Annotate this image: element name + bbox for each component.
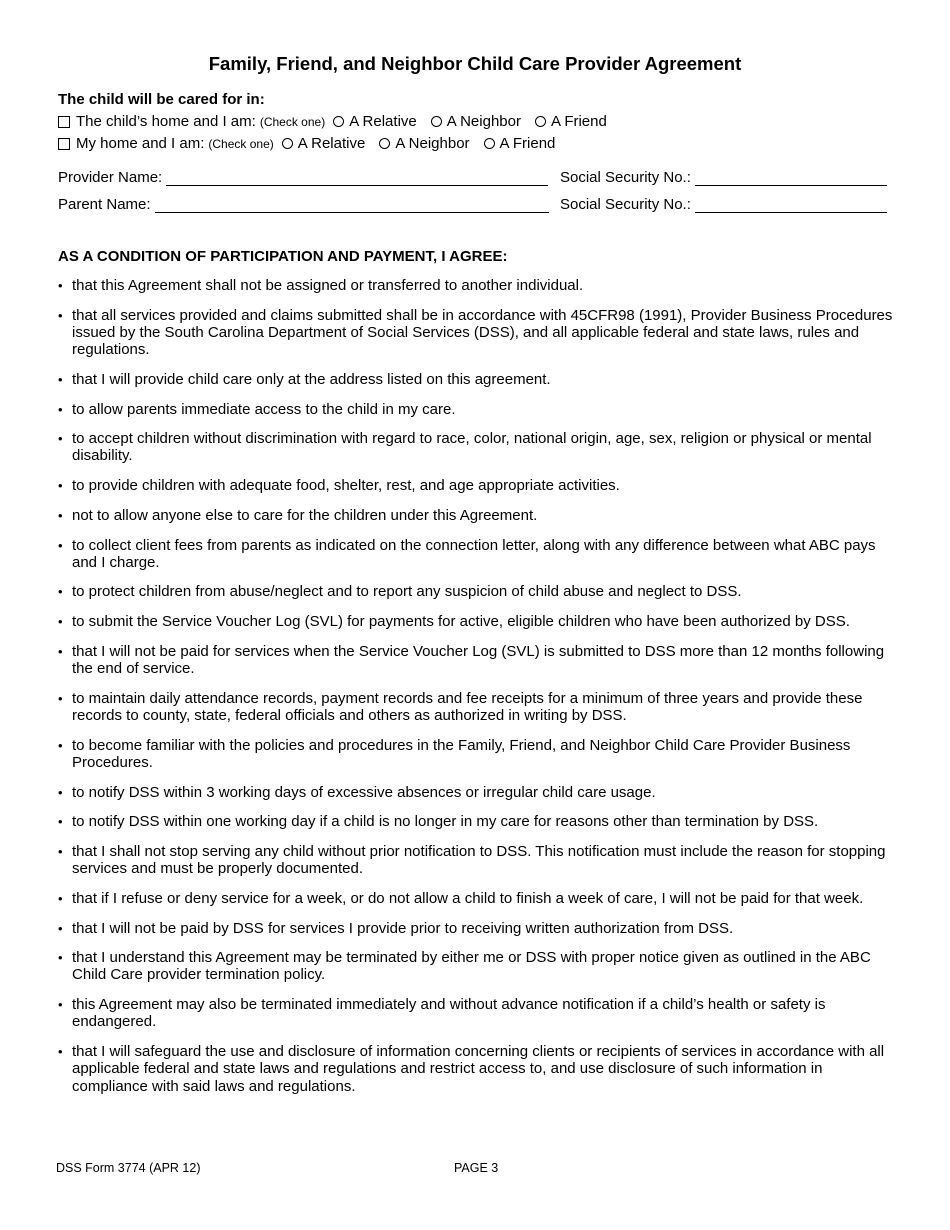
check-one-note: (Check one) [208, 136, 274, 151]
bullet-icon: • [58, 784, 63, 800]
agreement-text: to submit the Service Voucher Log (SVL) for payments for active, eligible children who have been authorized by DSS. [72, 613, 850, 631]
bullet-icon: • [58, 814, 63, 830]
agreement-text: this Agreement may also be terminated immediately and without advance notification if a child’s health or safety is endangered. [72, 996, 826, 1031]
agreement-item [58, 843, 896, 877]
page-title: Family, Friend, and Neighbor Child Care Provider Agreement [208, 53, 742, 74]
agreement-text: that I will not be paid by DSS for services I provide prior to receiving written authorization from DSS. [72, 919, 734, 937]
radio-circle-icon [333, 116, 344, 127]
bullet-icon: • [58, 371, 63, 387]
page-number: PAGE 3 [454, 1161, 499, 1175]
agreement-heading: AS A CONDITION OF PARTICIPATION AND PAYMENT, I AGREE: [58, 248, 508, 265]
agreement-item [58, 401, 896, 418]
parent-name-field [58, 196, 549, 213]
radio-label: A Relative [349, 113, 417, 130]
agreement-text: to notify DSS within one working day if a child is no longer in my care for reasons other than termination by DSS. [72, 813, 819, 831]
bullet-icon: • [58, 690, 63, 706]
agreement-item [58, 813, 896, 830]
bullet-icon: • [58, 737, 63, 753]
parent-ssn-label: Social Security No.: [560, 196, 691, 213]
parent-ssn-input[interactable] [695, 197, 887, 213]
agreement-item [58, 583, 896, 600]
bullet-icon: • [58, 950, 63, 966]
bullet-icon: • [58, 1044, 63, 1060]
agreement-item [58, 996, 896, 1030]
care-row-label: My home and I am: [76, 135, 205, 152]
bullet-icon: • [58, 431, 63, 447]
agreement-item [58, 477, 896, 494]
parent-name-input[interactable] [155, 197, 549, 213]
agreement-text: to collect client fees from parents as indicated on the connection letter, along with any difference between what ABC pays and I charge. [72, 536, 876, 571]
agreement-item [58, 920, 896, 937]
bullet-icon: • [58, 890, 63, 906]
care-row-my-home [58, 135, 569, 152]
child-home-checkbox[interactable] [58, 116, 70, 128]
agreement-item [58, 371, 896, 388]
care-row-label: The child’s home and I am: [76, 113, 256, 130]
agreement-item [58, 1043, 896, 1095]
agreement-text: that I shall not stop serving any child without prior notification to DSS. This notification must include the reason for stopping services and must be properly documented. [72, 842, 886, 878]
care-location-heading: The child will be cared for in: [58, 91, 265, 108]
radio-label: A Relative [297, 135, 366, 152]
agreement-text: that I will provide child care only at the address listed on this agreement. [72, 370, 551, 388]
bullet-icon: • [58, 643, 63, 659]
care-row-child-home [58, 113, 621, 130]
agreement-item [58, 430, 896, 464]
agreement-text: to notify DSS within 3 working days of excessive absences or irregular child care usage. [72, 783, 656, 801]
agreement-text: to provide children with adequate food, shelter, rest, and age appropriate activities. [72, 477, 620, 495]
agreement-text: not to allow anyone else to care for the children under this Agreement. [72, 506, 538, 524]
parent-name-label: Parent Name: [58, 196, 151, 213]
provider-name-input[interactable] [166, 170, 548, 186]
agreement-item [58, 737, 896, 771]
bullet-icon: • [58, 614, 63, 630]
bullet-icon: • [58, 843, 63, 859]
agreement-item [58, 643, 896, 677]
provider-name-label: Provider Name: [58, 169, 163, 186]
check-one-note: (Check one) [259, 114, 326, 129]
provider-name-field [58, 169, 548, 186]
radio-label: A Neighbor [446, 113, 521, 130]
agreement-item [58, 307, 896, 359]
radio-label: A Friend [499, 135, 556, 152]
radio-circle-icon [282, 138, 293, 149]
agreement-text: that I understand this Agreement may be terminated by either me or DSS with proper notice given as outlined in the ABC Child Care provider termination policy. [72, 949, 871, 984]
bullet-icon: • [58, 920, 63, 936]
parent-ssn-field [560, 196, 887, 213]
bullet-icon: • [58, 584, 63, 600]
radio-label: A Neighbor [395, 135, 470, 152]
bullet-icon: • [58, 401, 63, 417]
provider-ssn-field [560, 169, 887, 186]
bullet-icon: • [58, 997, 63, 1013]
agreement-text: to become familiar with the policies and procedures in the Family, Friend, and Neighbor Child Care Provider Business Procedures. [72, 736, 851, 771]
my-home-checkbox[interactable] [58, 138, 70, 150]
radio-relative[interactable] [282, 135, 366, 152]
agreement-item [58, 613, 896, 630]
agreement-text: that I will not be paid for services when the Service Voucher Log (SVL) is submitted to DSS more than 12 months following the end of service. [72, 642, 885, 678]
agreement-text: that this Agreement shall not be assigned or transferred to another individual. [72, 277, 584, 294]
bullet-icon: • [58, 537, 63, 553]
radio-neighbor[interactable] [379, 135, 469, 152]
agreement-item [58, 537, 896, 571]
radio-circle-icon [484, 138, 495, 149]
radio-label: A Friend [550, 113, 607, 130]
radio-friend[interactable] [484, 135, 556, 152]
agreement-item [58, 949, 896, 983]
agreement-text: to maintain daily attendance records, payment records and fee receipts for a minimum of three years and provide these records to county, state, federal officials and others as authorized in writing by DSS. [72, 689, 863, 724]
agreement-text: to accept children without discrimination with regard to race, color, national origin, age, sex, religion or physical or mental disability. [72, 430, 872, 465]
agreement-text: that if I refuse or deny service for a week, or do not allow a child to finish a week of care, I will not be paid for that week. [72, 889, 864, 907]
agreement-text: that all services provided and claims submitted shall be in accordance with 45CFR98 (1991), Provider Business Procedures issued by the South Carolina Department of Social Services (DSS), and all applicable federal and state laws, rules and regulations. [72, 306, 893, 359]
radio-circle-icon [379, 138, 390, 149]
provider-ssn-input[interactable] [695, 170, 887, 186]
bullet-icon: • [58, 478, 63, 494]
agreement-item [58, 784, 896, 801]
bullet-icon: • [58, 307, 63, 323]
radio-relative[interactable] [333, 113, 417, 130]
radio-circle-icon [431, 116, 442, 127]
agreement-text: that I will safeguard the use and disclosure of information concerning clients or recipients of services in accordance with all applicable federal and state laws and regulations and restrict access to, and use disclosure of such information in compliance with said laws and regulations. [72, 1043, 885, 1095]
agreement-list [58, 277, 896, 1107]
agreement-item [58, 890, 896, 907]
radio-neighbor[interactable] [431, 113, 521, 130]
agreement-item [58, 507, 896, 524]
radio-friend[interactable] [535, 113, 607, 130]
agreement-item [58, 277, 896, 294]
agreement-text: to allow parents immediate access to the child in my care. [72, 400, 456, 418]
provider-ssn-label: Social Security No.: [560, 169, 691, 186]
agreement-item [58, 690, 896, 724]
bullet-icon: • [58, 507, 63, 523]
form-id: DSS Form 3774 (APR 12) [56, 1161, 201, 1175]
bullet-icon: • [58, 278, 63, 293]
agreement-text: to protect children from abuse/neglect and to report any suspicion of child abuse and neglect to DSS. [72, 583, 742, 601]
radio-circle-icon [535, 116, 546, 127]
